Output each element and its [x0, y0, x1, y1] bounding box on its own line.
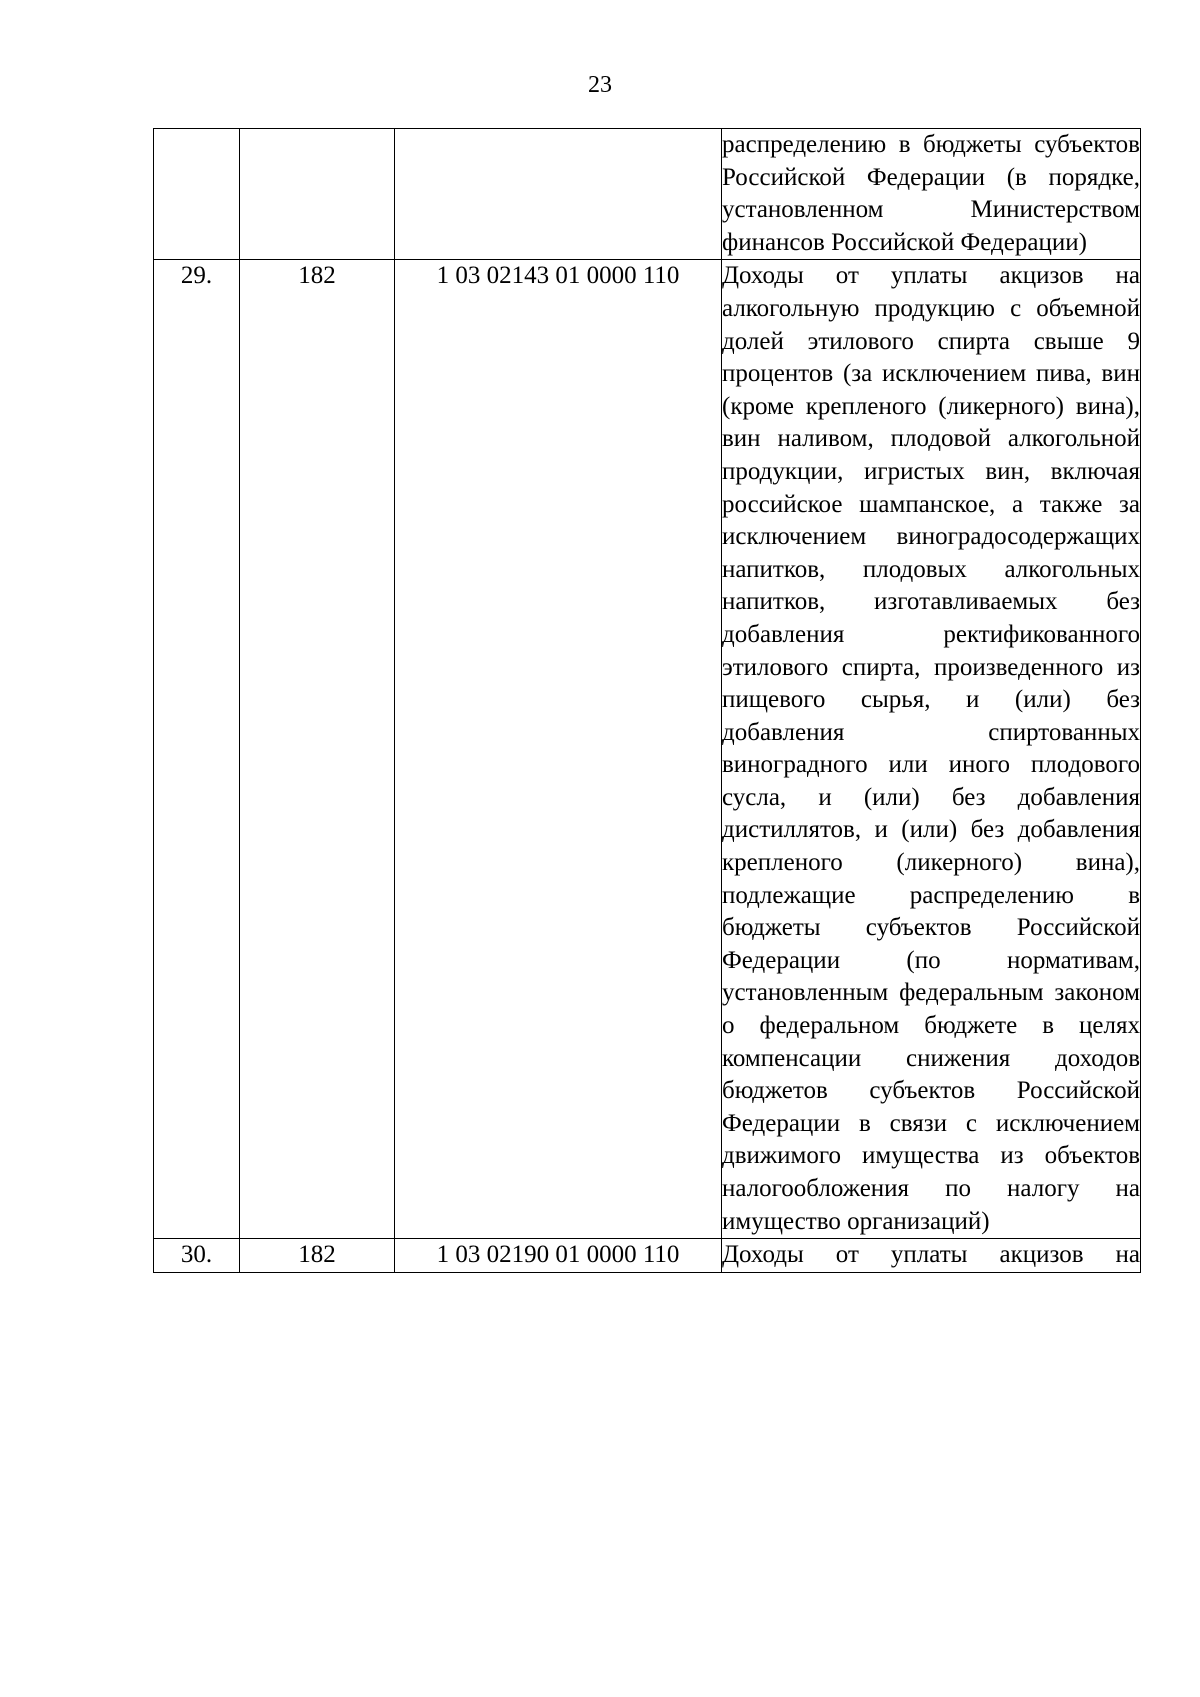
administrator-code-cell: 182: [240, 260, 395, 1239]
row-number-cell: [154, 129, 240, 260]
revenue-classification-table: [153, 128, 1141, 1273]
revenue-description-cell: Доходы от уплаты акцизов на алкогольную продукцию с объемной долей этилового спирта свыше 9 процентов (за исключением пива, вин (кроме крепленого (ликерного) вина), вин наливом, плодовой алкогольной продукции, игристых вин, включая российское шампанское, а также за исключением виноградосодержащих напитков, плодовых алкогольных напитков, изготавливаемых без добавления ректификованного этилового спирта, произведенного из пищевого сырья, и (или) без добавления спиртованных виноградного или иного плодового сусла, и (или) без добавления дистиллятов, и (или) без добавления крепленого (ликерного) вина), подлежащие распределению в бюджеты субъектов Российской Федерации (по нормативам, установленным федеральным законом о федеральном бюджете в целях компенсации снижения доходов бюджетов субъектов Российской Федерации в связи с исключением движимого имущества из объектов налогообложения по налогу на имущество организаций): [722, 260, 1141, 1239]
table-row: [154, 1239, 1141, 1273]
row-number-cell: 30.: [154, 1239, 240, 1273]
page-number: 23: [588, 72, 612, 98]
administrator-code-cell: 182: [240, 1239, 395, 1273]
table-row: [154, 129, 1141, 260]
administrator-code-cell: [240, 129, 395, 260]
budget-classification-code-cell: 1 03 02143 01 0000 110: [395, 260, 722, 1239]
table-row: [154, 260, 1141, 1239]
revenue-description-cell: [722, 1239, 1141, 1273]
row-number-cell: 29.: [154, 260, 240, 1239]
budget-classification-code-cell: 1 03 02190 01 0000 110: [395, 1239, 722, 1273]
revenue-description-cell: распределению в бюджеты субъектов Российской Федерации (в порядке, установленном Министерством финансов Российской Федерации): [722, 129, 1141, 260]
revenue-description-text: Доходы от уплаты акцизов на: [722, 1241, 1140, 1269]
budget-classification-code-cell: [395, 129, 722, 260]
